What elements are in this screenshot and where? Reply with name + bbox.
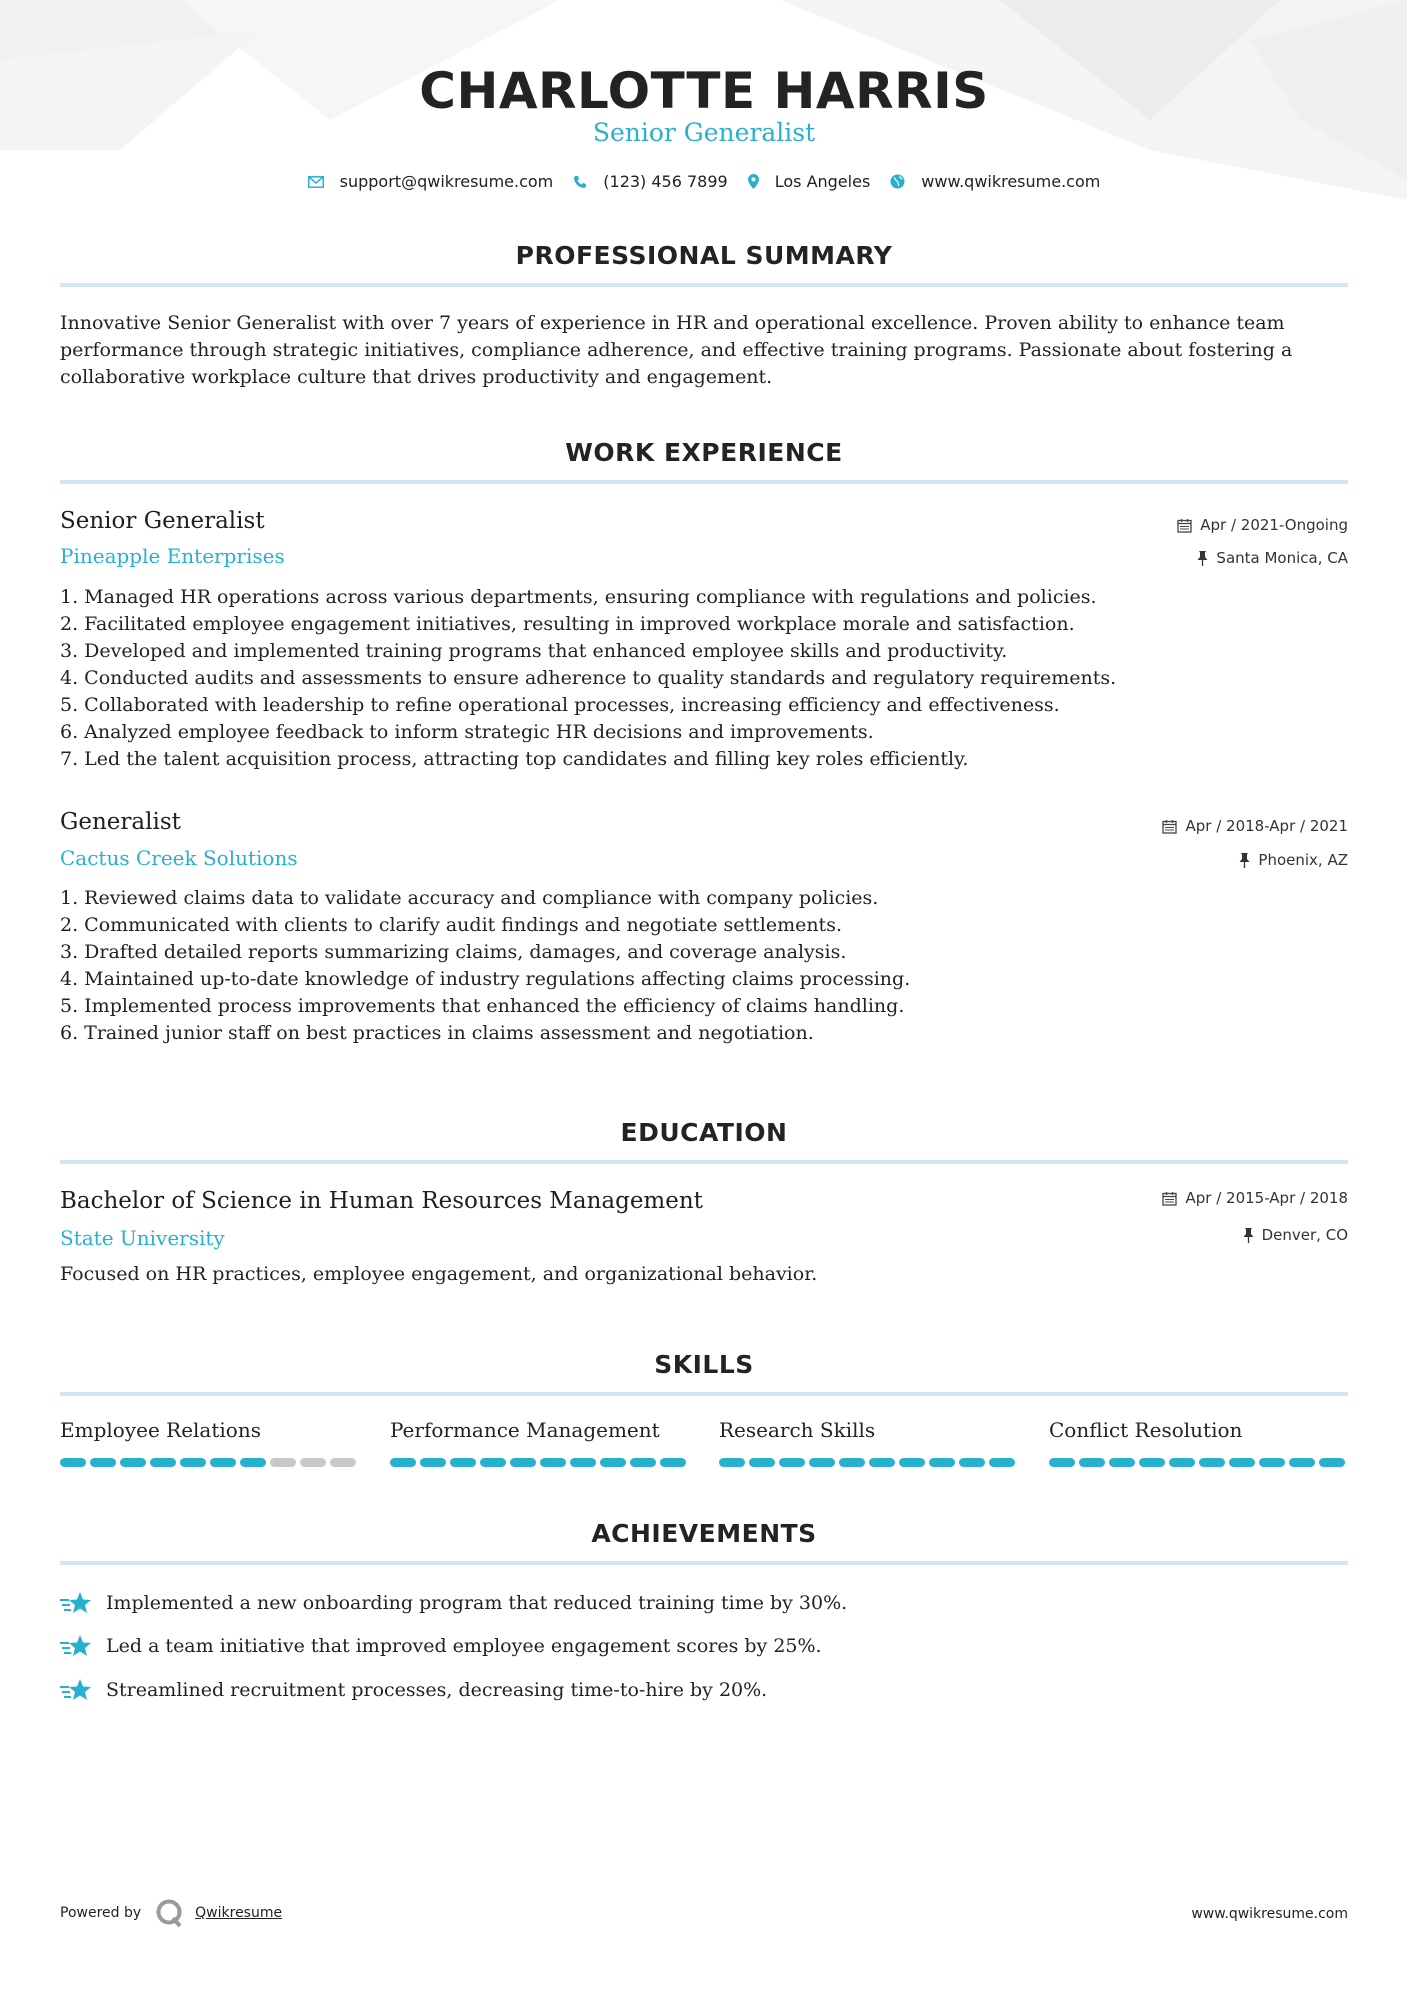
achievement-text: Led a team initiative that improved employee engagement scores by 25%.	[106, 1635, 822, 1657]
skill-segment-empty	[300, 1458, 326, 1467]
skill-segment-filled	[90, 1458, 116, 1467]
duty-item: 6. Trained junior staff on best practices in claims assessment and negotiation.	[60, 1022, 814, 1044]
location-text: Los Angeles	[774, 172, 871, 191]
skill-segment-filled	[570, 1458, 596, 1467]
education-location	[1243, 1226, 1348, 1244]
contact-location	[748, 172, 871, 191]
skill-item	[1049, 1418, 1349, 1467]
skill-segment-filled	[959, 1458, 985, 1467]
skill-segment-filled	[1049, 1458, 1075, 1467]
skill-label: Research Skills	[719, 1418, 876, 1442]
job-dates-text: Apr / 2021-Ongoing	[1200, 516, 1348, 534]
skill-segment-filled	[899, 1458, 925, 1467]
job-title: Senior Generalist	[60, 508, 265, 534]
duty-item: 5. Implemented process improvements that enhanced the efficiency of claims handling.	[60, 995, 905, 1017]
skill-segment-filled	[60, 1458, 86, 1467]
globe-icon	[890, 174, 905, 189]
skill-segment-filled	[120, 1458, 146, 1467]
duty-item: 4. Maintained up-to-date knowledge of industry regulations affecting claims processing.	[60, 968, 911, 990]
skill-label: Performance Management	[390, 1418, 660, 1442]
calendar-icon	[1162, 1191, 1177, 1206]
degree-title: Bachelor of Science in Human Resources Management	[60, 1188, 703, 1214]
candidate-name: CHARLOTTE HARRIS	[419, 62, 989, 120]
pushpin-icon	[1197, 551, 1208, 566]
skills-divider	[60, 1392, 1348, 1396]
job-location-text: Phoenix, AZ	[1258, 851, 1348, 869]
skill-item	[390, 1418, 690, 1467]
skill-rating-bar	[719, 1458, 1019, 1467]
footer-powered-by	[60, 1898, 282, 1928]
skill-segment-filled	[180, 1458, 206, 1467]
job-location	[1197, 549, 1348, 567]
skill-segment-filled	[660, 1458, 686, 1467]
skills-heading: SKILLS	[654, 1350, 754, 1379]
skill-segment-filled	[480, 1458, 506, 1467]
skill-item	[719, 1418, 1019, 1467]
skill-label: Employee Relations	[60, 1418, 261, 1442]
duty-item: 7. Led the talent acquisition process, attracting top candidates and filling key roles efficiently.	[60, 748, 969, 770]
powered-by-label: Powered by	[60, 1905, 142, 1921]
skill-segment-filled	[1199, 1458, 1225, 1467]
experience-heading: WORK EXPERIENCE	[565, 438, 843, 467]
skill-segment-filled	[869, 1458, 895, 1467]
job-dates	[1177, 516, 1348, 534]
footer-website[interactable]: www.qwikresume.com	[1191, 1906, 1348, 1922]
skill-segment-filled	[1229, 1458, 1255, 1467]
skill-segment-filled	[929, 1458, 955, 1467]
contact-website[interactable]	[890, 172, 1100, 191]
achievement-item	[60, 1633, 822, 1659]
duty-item: 1. Managed HR operations across various departments, ensuring compliance with regulations and policies.	[60, 586, 1097, 608]
skill-segment-filled	[1139, 1458, 1165, 1467]
skill-rating-bar	[390, 1458, 690, 1467]
achievement-text: Streamlined recruitment processes, decreasing time-to-hire by 20%.	[106, 1679, 768, 1701]
contact-phone[interactable]	[573, 172, 727, 191]
school-name: State University	[60, 1226, 225, 1250]
pushpin-icon	[1243, 1228, 1254, 1243]
education-divider	[60, 1160, 1348, 1164]
education-dates-text: Apr / 2015-Apr / 2018	[1185, 1189, 1348, 1207]
duty-item: 2. Facilitated employee engagement initiatives, resulting in improved workplace morale and satisfaction.	[60, 613, 1075, 635]
skill-segment-filled	[450, 1458, 476, 1467]
achievements-divider	[60, 1561, 1348, 1565]
contact-email[interactable]	[308, 172, 554, 191]
skill-segment-filled	[630, 1458, 656, 1467]
job-location	[1239, 851, 1348, 869]
company-name: Pineapple Enterprises	[60, 544, 285, 568]
duty-item: 3. Developed and implemented training programs that enhanced employee skills and productivity.	[60, 640, 1008, 662]
summary-text: Innovative Senior Generalist with over 7 years of experience in HR and operational excellence. Proven ability to enhance team performance through strategic initiatives, compliance adherence, and effective training programs. Passionate about fostering a collaborative workplace culture that drives productivity and engagement.	[60, 312, 1293, 388]
shooting-star-icon	[60, 1677, 92, 1703]
candidate-role: Senior Generalist	[592, 118, 816, 147]
achievement-item	[60, 1590, 847, 1616]
skill-segment-filled	[1319, 1458, 1345, 1467]
education-heading: EDUCATION	[620, 1118, 788, 1147]
skill-segment-empty	[270, 1458, 296, 1467]
duty-item: 2. Communicated with clients to clarify audit findings and negotiate settlements.	[60, 914, 842, 936]
skill-segment-filled	[240, 1458, 266, 1467]
calendar-icon	[1162, 819, 1177, 834]
duty-item: 1. Reviewed claims data to validate accuracy and compliance with company policies.	[60, 887, 879, 909]
company-name: Cactus Creek Solutions	[60, 846, 298, 870]
skill-segment-filled	[510, 1458, 536, 1467]
skill-segment-filled	[390, 1458, 416, 1467]
calendar-icon	[1177, 518, 1192, 533]
map-pin-icon	[748, 174, 759, 189]
skill-segment-filled	[779, 1458, 805, 1467]
pushpin-icon	[1239, 853, 1250, 868]
skill-segment-filled	[749, 1458, 775, 1467]
achievements-heading: ACHIEVEMENTS	[591, 1519, 817, 1548]
summary-heading: PROFESSIONAL SUMMARY	[515, 241, 893, 270]
job-dates	[1162, 817, 1348, 835]
job-title: Generalist	[60, 809, 181, 835]
education-dates	[1162, 1189, 1348, 1207]
skill-segment-filled	[1169, 1458, 1195, 1467]
skill-segment-filled	[839, 1458, 865, 1467]
skill-segment-filled	[989, 1458, 1015, 1467]
achievement-text: Implemented a new onboarding program that reduced training time by 30%.	[106, 1592, 848, 1614]
skill-rating-bar	[1049, 1458, 1349, 1467]
achievement-item	[60, 1677, 767, 1703]
duty-item: 3. Drafted detailed reports summarizing claims, damages, and coverage analysis.	[60, 941, 847, 963]
summary-divider	[60, 283, 1348, 287]
duty-item: 4. Conducted audits and assessments to ensure adherence to quality standards and regulatory requirements.	[60, 667, 1117, 689]
skill-segment-filled	[210, 1458, 236, 1467]
skill-segment-filled	[600, 1458, 626, 1467]
education-description: Focused on HR practices, employee engagement, and organizational behavior.	[60, 1263, 818, 1285]
job-duties-list	[60, 584, 1348, 773]
qwikresume-link[interactable]: Qwikresume	[195, 1905, 283, 1921]
envelope-icon	[308, 176, 324, 188]
duty-item: 6. Analyzed employee feedback to inform strategic HR decisions and improvements.	[60, 721, 874, 743]
shooting-star-icon	[60, 1590, 92, 1616]
skill-segment-filled	[1109, 1458, 1135, 1467]
skill-segment-filled	[1259, 1458, 1285, 1467]
contact-bar	[60, 172, 1348, 191]
skill-segment-filled	[540, 1458, 566, 1467]
job-location-text: Santa Monica, CA	[1216, 549, 1348, 567]
skill-segment-filled	[719, 1458, 745, 1467]
website-text: www.qwikresume.com	[921, 172, 1101, 191]
skill-segment-empty	[330, 1458, 356, 1467]
skill-label: Conflict Resolution	[1049, 1418, 1243, 1442]
job-dates-text: Apr / 2018-Apr / 2021	[1185, 817, 1348, 835]
skill-item	[60, 1418, 360, 1467]
skill-segment-filled	[1289, 1458, 1315, 1467]
phone-icon	[573, 175, 587, 189]
duty-item: 5. Collaborated with leadership to refine operational processes, increasing efficiency and effectiveness.	[60, 694, 1060, 716]
phone-text: (123) 456 7899	[603, 172, 728, 191]
job-duties-list	[60, 885, 1348, 1047]
education-location-text: Denver, CO	[1261, 1226, 1348, 1244]
skill-segment-filled	[150, 1458, 176, 1467]
skill-segment-filled	[420, 1458, 446, 1467]
skill-segment-filled	[809, 1458, 835, 1467]
shooting-star-icon	[60, 1633, 92, 1659]
email-text: support@qwikresume.com	[339, 172, 554, 191]
skill-segment-filled	[1079, 1458, 1105, 1467]
skill-rating-bar	[60, 1458, 360, 1467]
experience-divider	[60, 480, 1348, 484]
qwikresume-logo-icon	[155, 1898, 187, 1928]
